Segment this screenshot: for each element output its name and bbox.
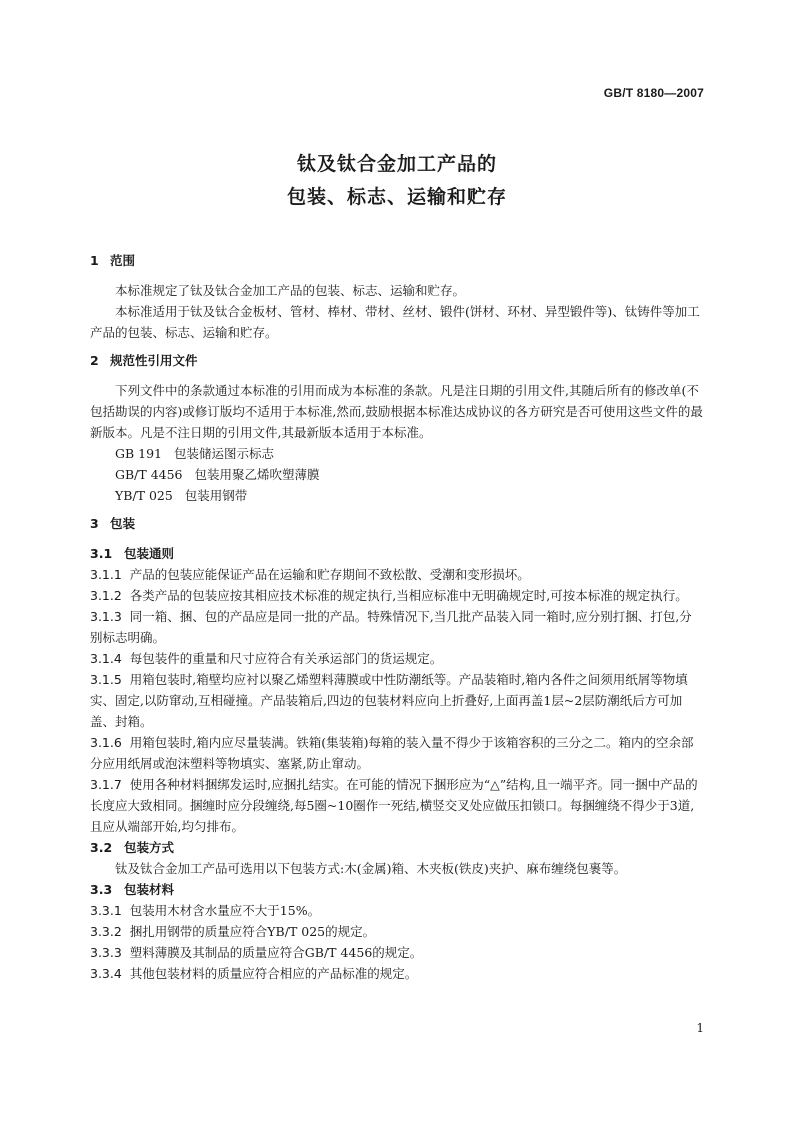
clause-text: 产品的包装应能保证产品在运输和贮存期间不致松散、受潮和变形损坏。 <box>129 567 530 582</box>
subsection-title: 包装方式 <box>124 840 175 855</box>
clause-number: 3.1.5 <box>90 672 122 687</box>
reference-name: 包装用钢带 <box>184 488 248 503</box>
clause-text: 使用各种材料捆绑发运时,应捆扎结实。在可能的情况下捆形应为“△”结构,且一端平齐。同一捆中产品的长度应大致相同。捆缠时应分段缠绕,每5圈~10圈作一死结,横竖交叉处应做压扣锁口。每捆缠绕不得少于3道,且应从端部开始,均匀排布。 <box>90 777 698 834</box>
paragraph: 本标准适用于钛及钛合金板材、管材、棒材、带材、丝材、锻件(饼材、环材、异型锻件等)、钛铸件等加工产品的包装、标志、运输和贮存。 <box>90 304 700 340</box>
clause <box>90 564 704 585</box>
standard-code: GB/T 8180—2007 <box>603 86 704 100</box>
reference-name: 包装储运图示标志 <box>173 446 274 461</box>
clause-number: 3.1.7 <box>90 777 122 792</box>
section-number: 2 <box>90 353 99 368</box>
reference-code: GB 191 <box>115 446 163 461</box>
subsection-heading <box>90 837 704 858</box>
page-number: 1 <box>696 1021 704 1035</box>
clause-number: 3.3.1 <box>90 903 122 918</box>
reference-item <box>90 464 704 485</box>
clause <box>90 585 704 606</box>
clause-number: 3.3.3 <box>90 945 122 960</box>
clause-number: 3.1.3 <box>90 609 122 624</box>
clause <box>90 774 704 837</box>
subsection-heading <box>90 879 704 900</box>
section-heading <box>90 250 704 271</box>
title-line-2: 包装、标志、运输和贮存 <box>286 186 507 208</box>
clause-number: 3.1.4 <box>90 651 122 666</box>
reference-item <box>90 443 704 464</box>
clause-number: 3.1.2 <box>90 588 122 603</box>
section-heading <box>90 513 704 534</box>
clause-text: 用箱包装时,箱壁均应衬以聚乙烯塑料薄膜或中性防潮纸等。产品装箱时,箱内各件之间须用纸屑等物填实、固定,以防窜动,互相碰撞。产品装箱后,四边的包装材料应向上折叠好,上面再盖1层~2层防潮纸后方可加盖、封箱。 <box>90 672 688 729</box>
clause-number: 3.1.6 <box>90 735 122 750</box>
section-title: 规范性引用文件 <box>110 353 198 368</box>
clause-text: 包装用木材含水量应不大于15%。 <box>129 903 321 918</box>
clause-text: 塑料薄膜及其制品的质量应符合GB/T 4456的规定。 <box>129 945 423 960</box>
clause <box>90 942 704 963</box>
clause-text: 各类产品的包装应按其相应技术标准的规定执行,当相应标准中无明确规定时,可按本标准的规定执行。 <box>129 588 688 603</box>
clause <box>90 732 704 774</box>
clause <box>90 921 704 942</box>
section-title: 范围 <box>110 253 136 268</box>
clause <box>90 648 704 669</box>
section-number: 3 <box>90 516 99 531</box>
clause-text: 每包装件的重量和尺寸应符合有关承运部门的货运规定。 <box>129 651 443 666</box>
clause-text: 其他包装材料的质量应符合相应的产品标准的规定。 <box>129 966 418 981</box>
clause-number: 3.3.2 <box>90 924 122 939</box>
clause-number: 3.1.1 <box>90 567 122 582</box>
section-heading <box>90 350 704 371</box>
document-body <box>90 250 704 984</box>
subsection-number: 3.2 <box>90 840 113 855</box>
subsection-heading <box>90 543 704 564</box>
section-title: 包装 <box>110 516 136 531</box>
paragraph: 本标准规定了钛及钛合金加工产品的包装、标志、运输和贮存。 <box>115 283 466 298</box>
paragraph: 钛及钛合金加工产品可选用以下包装方式:木(金属)箱、木夹板(铁皮)夹护、麻布缠绕包裹等。 <box>115 861 627 876</box>
subsection-number: 3.1 <box>90 546 113 561</box>
clause-number: 3.3.4 <box>90 966 122 981</box>
reference-code: GB/T 4456 <box>115 467 183 482</box>
clause <box>90 963 704 984</box>
reference-code: YB/T 025 <box>115 488 173 503</box>
clause <box>90 900 704 921</box>
title-line-1: 钛及钛合金加工产品的 <box>296 153 497 175</box>
clause <box>90 669 704 732</box>
subsection-number: 3.3 <box>90 882 113 897</box>
reference-name: 包装用聚乙烯吹塑薄膜 <box>194 467 320 482</box>
clause-text: 同一箱、捆、包的产品应是同一批的产品。特殊情况下,当几批产品装入同一箱时,应分别打捆、打包,分别标志明确。 <box>90 609 692 645</box>
subsection-title: 包装通则 <box>124 546 175 561</box>
clause <box>90 606 704 648</box>
subsection-title: 包装材料 <box>124 882 175 897</box>
clause-text: 捆扎用钢带的质量应符合YB/T 025的规定。 <box>129 924 376 939</box>
section-number: 1 <box>90 253 99 268</box>
reference-item <box>90 485 704 506</box>
paragraph: 下列文件中的条款通过本标准的引用而成为本标准的条款。凡是注日期的引用文件,其随后所有的修改单(不包括勘误的内容)或修订版均不适用于本标准,然而,鼓励根据本标准达成协议的各方研究是否可使用这些文件的最新版本。凡是不注日期的引用文件,其最新版本适用于本标准。 <box>90 383 703 440</box>
clause-text: 用箱包装时,箱内应尽量装满。铁箱(集装箱)每箱的装入量不得少于该箱容积的三分之二。箱内的空余部分应用纸屑或泡沫塑料等物填实、塞紧,防止窜动。 <box>90 735 694 771</box>
